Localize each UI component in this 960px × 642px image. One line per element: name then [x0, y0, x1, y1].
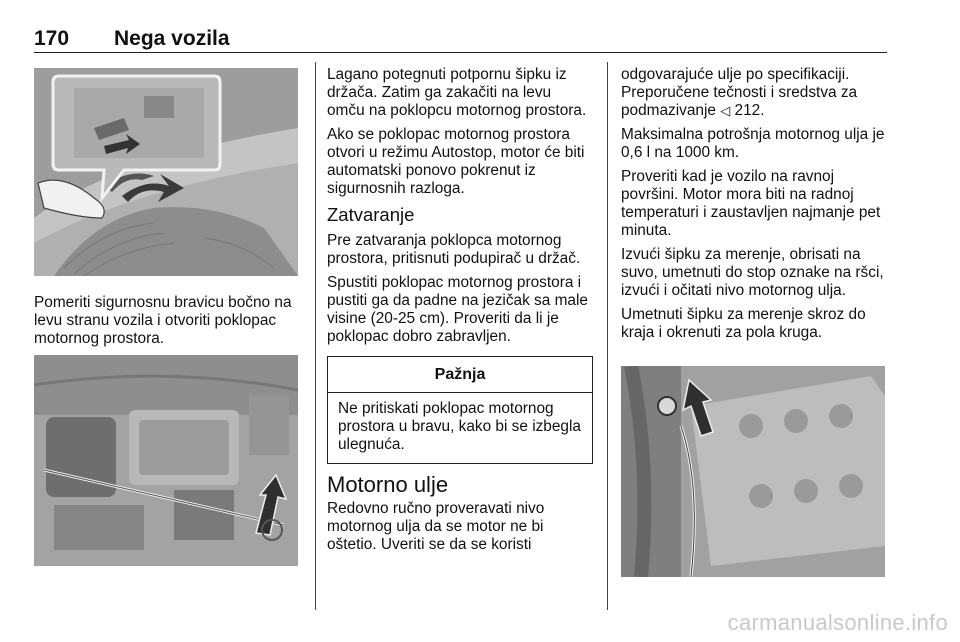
hood-release-caption: Pomeriti sigurnosnu bravicu bočno na levu stranu vozila i otvoriti poklopac motornog prostora. [34, 294, 292, 347]
oil-spec-paragraph [621, 66, 887, 120]
column-2-text [327, 66, 593, 560]
page-reference-icon: ◁ [720, 103, 731, 118]
dipstick-procedure-paragraph: Izvući šipku za merenje, obrisati na suvo, umetnuti do stop oznake na ršci, izvući i očitati nivo motornog ulja. [621, 246, 884, 299]
check-conditions-paragraph: Proveriti kad je vozilo na ravnoj površini. Motor mora biti na radnoj temperaturi i zaustavljen najmanje pet minuta. [621, 168, 881, 239]
page-number: 170 [34, 27, 70, 50]
header-rule [34, 52, 887, 53]
section-title: Nega vozila [114, 27, 230, 50]
engine-oil-heading: Motorno ulje [327, 472, 449, 497]
column-divider-1 [315, 62, 316, 610]
closing-paragraph-2: Spustiti poklopac motornog prostora i pustiti ga da padne na jezičak sa male visine (20-25 cm). Proveriti da li je poklopac dobro zabravljen. [327, 274, 588, 345]
oil-consumption-paragraph: Maksimalna potrošnja motornog ulja je 0,6 l na 1000 km. [621, 126, 885, 161]
engine-oil-paragraph: Redovno ručno proveravati nivo motornog ulja da se motor ne bi oštetio. Uveriti se da se koristi [327, 500, 545, 553]
hood-release-illustration [34, 68, 298, 276]
dipstick-illustration [621, 366, 885, 577]
dipstick-insert-paragraph: Umetnuti šipku za merenje skroz do kraja i okrenuti za pola kruga. [621, 306, 866, 341]
column-divider-2 [607, 62, 608, 610]
column-1-text [34, 294, 302, 354]
caution-notice [327, 356, 593, 464]
closing-heading: Zatvaranje [327, 204, 415, 225]
caution-notice-text: Ne pritiskati poklopac motornog prostora u bravu, kako bi se izbegla ulegnuća. [338, 400, 581, 453]
closing-paragraph-1: Pre zatvaranja poklopca motornog prostora, pritisnuti podupirač u držač. [327, 232, 581, 267]
caution-notice-title: Pažnja [328, 357, 592, 393]
autostop-paragraph: Ako se poklopac motornog prostora otvori u režimu Autostop, motor će biti automatski ponovo pokrenut iz sigurnosnih razloga. [327, 126, 585, 197]
support-rod-paragraph: Lagano potegnuti potpornu šipku iz držača. Zatim ga zakačiti na levu omču na poklopcu motornog prostora. [327, 66, 587, 119]
oil-spec-text: odgovarajuće ulje po specifikaciji. Preporučene tečnosti i sredstva za podmazivanje [621, 66, 858, 119]
column-3-text [621, 66, 887, 348]
support-rod-illustration [34, 355, 298, 566]
page-reference-number[interactable]: 212. [734, 102, 765, 119]
watermark: carmanualsonline.info [727, 610, 948, 635]
